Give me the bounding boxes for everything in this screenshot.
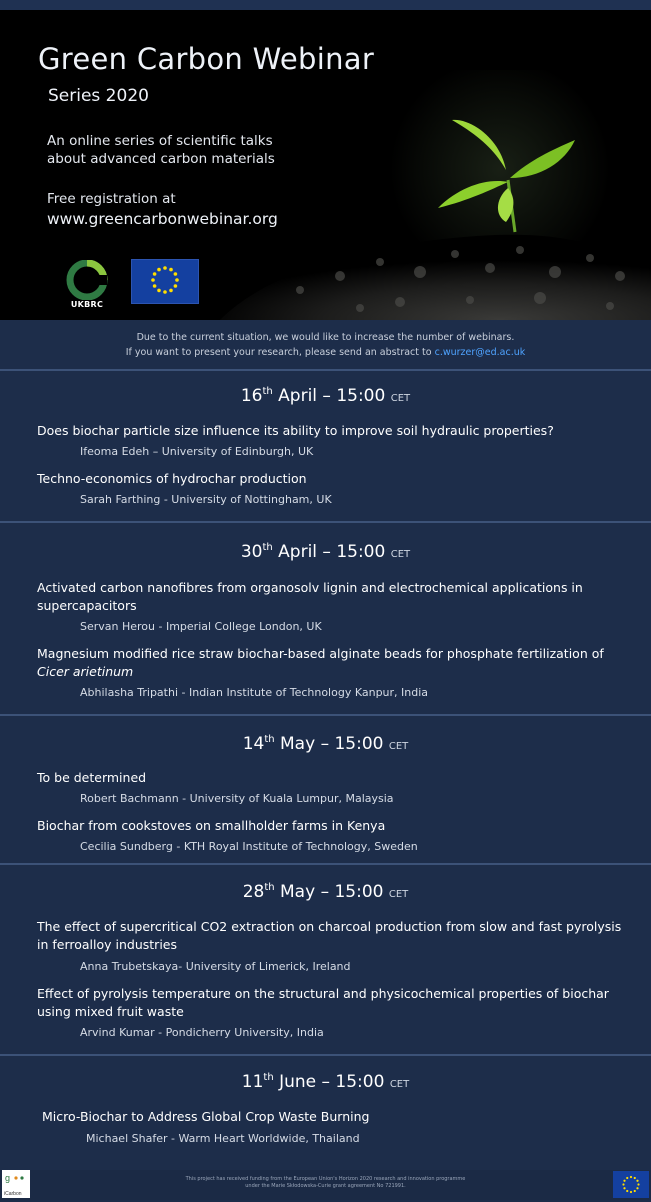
- session-date: [0, 734, 651, 754]
- hero-series: Series 2020: [48, 86, 149, 106]
- session-timezone: CET: [389, 1079, 410, 1090]
- section-divider: [0, 863, 651, 865]
- talk-title: Biochar from cookstoves on smallholder farms in Kenya: [37, 818, 386, 833]
- section-divider: [0, 1054, 651, 1056]
- talk-title: Does biochar particle size influence its ability to improve soil hydraulic properties?: [37, 423, 554, 438]
- talk-title-italic: Cicer arietinum: [37, 664, 134, 679]
- session-day-suffix: th: [262, 542, 273, 553]
- registration-label: Free registration at: [47, 191, 176, 207]
- hero-desc-line1: An online series of scientific talks: [47, 133, 273, 149]
- funding-notice: [0, 1176, 651, 1190]
- session-date: [0, 386, 651, 406]
- session-day: 16: [240, 386, 263, 406]
- notice-line2: [0, 345, 651, 360]
- talk-speaker: Michael Shafer - Warm Heart Worldwide, Thailand: [86, 1132, 360, 1145]
- talk-title-text: Magnesium modified rice straw biochar-based alginate beads for phosphate fertilization of: [37, 646, 604, 661]
- notice-text: [0, 330, 651, 360]
- session-month-time: April – 15:00: [272, 386, 391, 406]
- session-date: [0, 542, 651, 562]
- ukbrc-logo-icon: [62, 260, 112, 314]
- hero-banner: [0, 10, 651, 320]
- session-month-time: May – 15:00: [274, 882, 389, 902]
- session-day-suffix: th: [263, 1072, 274, 1083]
- session-day: 11: [241, 1072, 264, 1092]
- talk-speaker: Cecilia Sundberg - KTH Royal Institute of Technology, Sweden: [80, 840, 418, 853]
- session-day-suffix: th: [264, 882, 275, 893]
- session-timezone: CET: [390, 549, 411, 560]
- talk-speaker: Sarah Farthing - University of Nottingham, UK: [80, 493, 332, 506]
- talk-title: To be determined: [37, 770, 147, 785]
- eu-flag-small-icon: [613, 1171, 649, 1198]
- contact-email-link[interactable]: c.wurzer@ed.ac.uk: [434, 347, 526, 358]
- session-month-time: June – 15:00: [273, 1072, 390, 1092]
- session-day-suffix: th: [264, 734, 275, 745]
- gicarbon-logo-bottom: iCarbon: [4, 1191, 22, 1197]
- funding-line1: This project has received funding from the European Union's Horizon 2020 research and innovation programme: [185, 1176, 466, 1182]
- session-day: 28: [242, 882, 265, 902]
- talk-title: Activated carbon nanofibres from organosolv lignin and electrochemical applications in supercapacitors: [37, 580, 583, 613]
- registration-url-link[interactable]: www.greencarbonwebinar.org: [47, 210, 278, 228]
- session-day: 14: [242, 734, 265, 754]
- session-timezone: CET: [388, 741, 409, 752]
- talk-title: Effect of pyrolysis temperature on the structural and physicochemical properties of biochar using mixed fruit waste: [37, 986, 609, 1019]
- session-day: 30: [240, 542, 263, 562]
- section-divider: [0, 714, 651, 716]
- talk-speaker: Ifeoma Edeh – University of Edinburgh, UK: [80, 445, 314, 458]
- ukbrc-label: UKBRC: [70, 300, 104, 309]
- hero-desc-line2: about advanced carbon materials: [47, 151, 275, 167]
- session-timezone: CET: [388, 889, 409, 900]
- session-timezone: CET: [390, 393, 411, 404]
- talk-speaker: Abhilasha Tripathi - Indian Institute of Technology Kanpur, India: [80, 686, 429, 699]
- talk-title: Techno-economics of hydrochar production: [37, 471, 307, 486]
- talk-speaker: Robert Bachmann - University of Kuala Lumpur, Malaysia: [80, 792, 394, 805]
- hero-description: [47, 132, 337, 168]
- hero-title: Green Carbon Webinar: [38, 42, 375, 76]
- session-date: [0, 1072, 651, 1092]
- notice-line2-prefix: If you want to present your research, please send an abstract to: [125, 347, 435, 358]
- notice-line1: Due to the current situation, we would like to increase the number of webinars.: [136, 332, 515, 343]
- talk-speaker: Anna Trubetskaya- University of Limerick, Ireland: [80, 960, 351, 973]
- eu-flag-icon: [131, 259, 199, 304]
- section-divider: [0, 369, 651, 371]
- session-month-time: May – 15:00: [274, 734, 389, 754]
- gicarbon-logo-top: g: [5, 1173, 11, 1183]
- session-month-time: April – 15:00: [272, 542, 391, 562]
- section-divider: [0, 521, 651, 523]
- session-date: [0, 882, 651, 902]
- talk-speaker: Servan Herou - Imperial College London, UK: [80, 620, 322, 633]
- talk-speaker: Arvind Kumar - Pondicherry University, India: [80, 1026, 324, 1039]
- talk-title: Micro-Biochar to Address Global Crop Waste Burning: [42, 1109, 370, 1124]
- funding-line2: under the Marie Skłodowska-Curie grant agreement No 721991.: [245, 1183, 406, 1189]
- talk-title: The effect of supercritical CO2 extraction on charcoal production from slow and fast pyrolysis in ferroalloy industries: [37, 919, 622, 952]
- talk-title: [37, 645, 622, 681]
- session-day-suffix: th: [262, 386, 273, 397]
- seedling-plant-icon: [438, 120, 575, 232]
- top-band: [0, 0, 651, 10]
